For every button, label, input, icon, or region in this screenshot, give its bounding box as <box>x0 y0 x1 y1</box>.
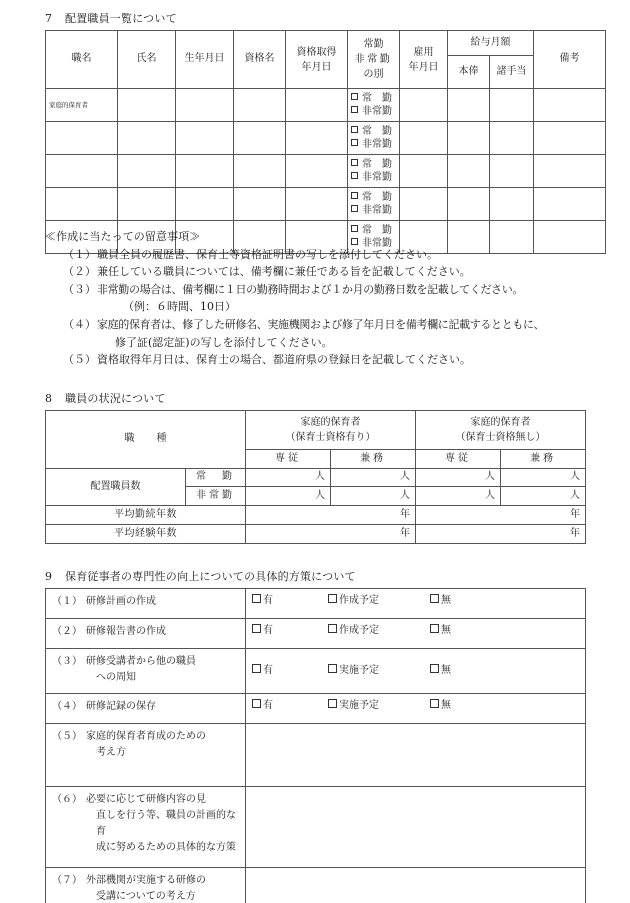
question-text: 研修計画の作成 <box>86 596 156 607</box>
cell-job-title[interactable]: 家庭的保育者 <box>46 89 118 122</box>
header-qualification-date <box>286 31 348 89</box>
checkbox-icon[interactable] <box>252 664 261 673</box>
checkbox-icon[interactable] <box>252 594 261 603</box>
section-8-heading <box>45 392 166 406</box>
header-employment-type-line3: の別 <box>363 69 384 80</box>
note-item <box>45 316 595 351</box>
question-cell <box>46 619 246 649</box>
option-yes[interactable] <box>252 594 328 608</box>
cell-count[interactable]: 人 <box>416 469 501 487</box>
cell-salary-base[interactable] <box>448 122 490 155</box>
note-item <box>45 246 595 264</box>
question-text-line2: 直しを行う等、職員の計画的な育 <box>96 810 236 837</box>
note-item <box>45 263 595 281</box>
employment-parttime-option[interactable] <box>351 204 399 217</box>
option-planned[interactable] <box>328 594 430 608</box>
cell-birth-date[interactable] <box>176 155 234 188</box>
cell-salary-base[interactable] <box>448 155 490 188</box>
header-qualification-date-line1: 資格取得 <box>296 46 337 58</box>
header-hire-date-line2: 年月日 <box>408 61 439 73</box>
cell-job-title[interactable] <box>46 188 118 221</box>
notes-title: ≪作成に当たっての留意事項≫ <box>45 230 201 243</box>
staff-status-table <box>45 410 586 544</box>
cell-employment-type[interactable] <box>348 155 400 188</box>
option-planned[interactable] <box>328 699 430 713</box>
section-9-heading <box>45 570 356 584</box>
header-category-without-qualification <box>416 411 586 450</box>
cell-birth-date[interactable] <box>176 188 234 221</box>
note-text: 職員全員の履歴書、保育士等資格証明書の写しを添付してください。 <box>97 247 438 261</box>
question-cell <box>46 694 246 724</box>
option-label: 作成予定 <box>339 625 379 636</box>
subheader-exclusive-1: 専従 <box>246 450 331 469</box>
header-qualification-name: 資格名 <box>234 31 286 89</box>
cell-qualification-name[interactable] <box>234 122 286 155</box>
section-9-title: 保育従事者の専門性の向上についての具体的方策について <box>65 570 356 583</box>
employment-fulltime-label: 常 勤 <box>362 159 392 170</box>
employment-fulltime-label: 常 勤 <box>362 192 392 203</box>
checkbox-icon[interactable] <box>430 594 439 603</box>
cell-count[interactable]: 人 <box>331 469 416 487</box>
cell-count[interactable]: 人 <box>501 469 586 487</box>
option-planned[interactable] <box>328 624 430 638</box>
cell-birth-date[interactable] <box>176 122 234 155</box>
cell-qualification-name[interactable] <box>234 155 286 188</box>
header-employment-type-line2: 非常勤 <box>354 54 393 65</box>
cell-count[interactable]: 人 <box>416 487 501 506</box>
note-label: （２） <box>63 265 96 279</box>
cell-employment-type[interactable] <box>348 188 400 221</box>
row-label-staff-count: 配置職員数 <box>46 469 186 506</box>
question-text: 必要に応じて研修内容の見 <box>86 794 206 805</box>
option-label: 無 <box>441 625 451 636</box>
checkbox-icon[interactable] <box>328 624 337 633</box>
table-header-row <box>46 411 586 450</box>
checkbox-icon[interactable] <box>328 664 337 673</box>
table-row <box>46 155 606 188</box>
category-line1: 家庭的保育者 <box>470 417 531 428</box>
question-text: 研修記録の保存 <box>86 701 156 712</box>
options-cell[interactable] <box>246 649 586 694</box>
checkbox-icon[interactable] <box>351 139 358 146</box>
answer-cell[interactable] <box>246 787 586 868</box>
employment-parttime-label: 非常勤 <box>362 139 392 150</box>
subheader-concurrent-1: 兼務 <box>331 450 416 469</box>
checkbox-icon[interactable] <box>430 664 439 673</box>
checkbox-icon[interactable] <box>328 594 337 603</box>
checkbox-icon[interactable] <box>351 93 358 100</box>
checkbox-icon[interactable] <box>351 159 358 166</box>
cell-qualification-name[interactable] <box>234 89 286 122</box>
row-label-average-experience: 平均経験年数 <box>46 525 246 544</box>
header-birth-date: 生年月日 <box>176 31 234 89</box>
employment-parttime-label: 非常勤 <box>362 205 392 216</box>
cell-years[interactable]: 年 <box>246 506 416 525</box>
cell-employment-type[interactable] <box>348 122 400 155</box>
cell-remarks[interactable] <box>534 155 606 188</box>
answer-cell[interactable] <box>246 724 586 787</box>
cell-name[interactable] <box>118 89 176 122</box>
checkbox-icon[interactable] <box>351 192 358 199</box>
option-no[interactable] <box>430 594 451 608</box>
option-label: 有 <box>263 625 273 636</box>
header-name: 氏名 <box>118 31 176 89</box>
professional-development-table <box>45 588 586 903</box>
header-job-title: 職名 <box>46 31 118 89</box>
note-example: （例：６時間、10日） <box>123 300 236 314</box>
cell-years[interactable]: 年 <box>416 525 586 544</box>
subheader-exclusive-2: 専従 <box>416 450 501 469</box>
cell-employment-type[interactable] <box>348 89 400 122</box>
header-category-with-qualification <box>246 411 416 450</box>
question-label: （３） <box>52 656 82 667</box>
checkbox-icon[interactable] <box>430 699 439 708</box>
table-row-avg-tenure <box>46 506 586 525</box>
question-cell <box>46 724 246 787</box>
employment-parttime-label: 非常勤 <box>362 172 392 183</box>
subrow-label-fulltime: 常 勤 <box>186 469 246 487</box>
checkbox-icon[interactable] <box>328 699 337 708</box>
option-yes[interactable] <box>252 699 328 713</box>
header-employment-type <box>348 31 400 89</box>
notes-block <box>45 228 595 369</box>
cell-remarks[interactable] <box>534 122 606 155</box>
option-planned[interactable] <box>328 664 430 678</box>
staff-roster-table <box>45 30 606 254</box>
table-row <box>46 694 586 724</box>
question-text-line2: 受講についての考え方 <box>96 891 196 902</box>
table-row <box>46 122 606 155</box>
cell-salary-base[interactable] <box>448 188 490 221</box>
header-salary-base: 本俸 <box>448 56 490 89</box>
question-text-line2: 考え方 <box>96 747 126 758</box>
cell-count[interactable]: 人 <box>246 487 331 506</box>
checkbox-icon[interactable] <box>430 624 439 633</box>
answer-cell[interactable] <box>246 868 586 903</box>
question-label: （２） <box>52 626 82 637</box>
checkbox-icon[interactable] <box>351 205 358 212</box>
header-monthly-salary: 給与月額 <box>448 31 534 56</box>
employment-fulltime-option[interactable] <box>351 158 399 171</box>
section-7-heading <box>45 12 177 26</box>
question-text-line3: 成に努めるための具体的な方策 <box>96 842 236 853</box>
employment-fulltime-label: 常 勤 <box>362 225 392 236</box>
note-label: （４） <box>63 317 96 331</box>
header-qualification-date-line2: 年月日 <box>301 61 332 73</box>
header-hire-date-line1: 雇用 <box>413 46 434 58</box>
cell-salary-allowance[interactable] <box>490 122 534 155</box>
employment-parttime-label: 非常勤 <box>362 238 392 249</box>
option-label: 有 <box>263 665 273 677</box>
cell-count[interactable]: 人 <box>501 487 586 506</box>
checkbox-icon[interactable] <box>252 624 261 633</box>
options-cell[interactable] <box>246 694 586 724</box>
cell-hire-date[interactable] <box>400 155 448 188</box>
cell-qualification-name[interactable] <box>234 188 286 221</box>
cell-remarks[interactable] <box>534 89 606 122</box>
table-row <box>46 619 586 649</box>
category-line2: （保育士資格有り） <box>285 432 376 443</box>
cell-job-title[interactable] <box>46 122 118 155</box>
question-label: （５） <box>52 731 82 742</box>
option-no[interactable] <box>430 699 451 713</box>
question-cell <box>46 649 246 694</box>
checkbox-icon[interactable] <box>351 172 358 179</box>
note-text: 資格取得年月日は、保育士の場合、都道府県の登録日を記載してください。 <box>97 353 471 367</box>
note-continuation: 修了証(認定証)の写しを添付してください。 <box>115 335 333 349</box>
table-row <box>46 188 606 221</box>
table-row <box>46 89 606 122</box>
option-label: 作成予定 <box>339 595 379 606</box>
cell-qualification-date[interactable] <box>286 155 348 188</box>
option-label: 無 <box>441 700 451 711</box>
header-remarks: 備考 <box>534 31 606 89</box>
option-label: 実施予定 <box>339 665 379 677</box>
employment-parttime-option[interactable] <box>351 171 399 184</box>
option-label: 無 <box>441 595 451 606</box>
cell-birth-date[interactable] <box>176 89 234 122</box>
cell-name[interactable] <box>118 155 176 188</box>
options-cell[interactable] <box>246 619 586 649</box>
question-text: 外部機関が実施する研修の <box>86 875 206 886</box>
employment-fulltime-label: 常 勤 <box>362 126 392 137</box>
employment-parttime-option[interactable] <box>351 138 399 151</box>
cell-remarks[interactable] <box>534 188 606 221</box>
question-label: （１） <box>52 596 82 607</box>
section-7-number: 7 <box>45 12 53 25</box>
checkbox-icon[interactable] <box>252 699 261 708</box>
question-text-line2: への周知 <box>96 672 136 683</box>
section-8-number: 8 <box>45 392 53 405</box>
subrow-label-parttime: 非常勤 <box>186 487 246 506</box>
question-label: （７） <box>52 875 82 886</box>
cell-qualification-date[interactable] <box>286 89 348 122</box>
cell-hire-date[interactable] <box>400 89 448 122</box>
header-job-type: 職 種 <box>46 411 246 469</box>
cell-name[interactable] <box>118 188 176 221</box>
cell-qualification-date[interactable] <box>286 122 348 155</box>
question-cell <box>46 787 246 868</box>
note-label: （５） <box>63 353 96 367</box>
header-hire-date <box>400 31 448 89</box>
option-no[interactable] <box>430 664 451 678</box>
employment-fulltime-option[interactable] <box>351 92 399 105</box>
table-row <box>46 868 586 903</box>
option-label: 無 <box>441 665 451 677</box>
employment-fulltime-option[interactable] <box>351 191 399 204</box>
option-label: 有 <box>263 700 273 711</box>
subheader-concurrent-2: 兼務 <box>501 450 586 469</box>
row-label-average-tenure: 平均勤続年数 <box>46 506 246 525</box>
employment-fulltime-option[interactable] <box>351 125 399 138</box>
header-salary-allowance: 諸手当 <box>490 56 534 89</box>
cell-name[interactable] <box>118 122 176 155</box>
checkbox-icon[interactable] <box>351 106 358 113</box>
table-row <box>46 649 586 694</box>
section-9-number: 9 <box>45 570 53 583</box>
cell-hire-date[interactable] <box>400 188 448 221</box>
table-row <box>46 787 586 868</box>
cell-years[interactable]: 年 <box>416 506 586 525</box>
option-yes[interactable] <box>252 624 328 638</box>
table-header-row <box>46 31 606 56</box>
cell-salary-allowance[interactable] <box>490 188 534 221</box>
cell-salary-allowance[interactable] <box>490 89 534 122</box>
category-line1: 家庭的保育者 <box>300 417 361 428</box>
option-yes[interactable] <box>252 664 328 678</box>
checkbox-icon[interactable] <box>351 126 358 133</box>
note-text: 兼任している職員については、備考欄に兼任である旨を記載してください。 <box>97 265 471 279</box>
question-text: 家庭的保育者育成のための <box>86 731 206 742</box>
question-cell <box>46 589 246 619</box>
employment-parttime-label: 非常勤 <box>362 106 392 117</box>
cell-salary-allowance[interactable] <box>490 155 534 188</box>
note-label: （３） <box>63 282 96 296</box>
question-label: （４） <box>52 701 82 712</box>
section-7-title: 配置職員一覧について <box>65 12 177 25</box>
question-text: 研修報告書の作成 <box>86 626 166 637</box>
employment-parttime-option[interactable] <box>351 105 399 118</box>
section-8-title: 職員の状況について <box>65 392 166 405</box>
question-text: 研修受講者から他の職員 <box>86 656 196 667</box>
cell-qualification-date[interactable] <box>286 188 348 221</box>
cell-years[interactable]: 年 <box>246 525 416 544</box>
option-no[interactable] <box>430 624 451 638</box>
option-label: 実施予定 <box>339 700 379 711</box>
note-text: 非常勤の場合は、備考欄に１日の勤務時間および１か月の勤務日数を記載してください。 <box>97 282 523 296</box>
table-row-avg-experience <box>46 525 586 544</box>
cell-job-title[interactable] <box>46 155 118 188</box>
cell-hire-date[interactable] <box>400 122 448 155</box>
note-item <box>45 351 595 369</box>
table-row-fulltime <box>46 469 586 487</box>
note-label: （１） <box>63 247 96 261</box>
table-row <box>46 589 586 619</box>
question-cell <box>46 868 246 903</box>
cell-count[interactable]: 人 <box>246 469 331 487</box>
employment-fulltime-label: 常 勤 <box>362 93 392 104</box>
option-label: 有 <box>263 595 273 606</box>
category-line2: （保育士資格無し） <box>455 432 546 443</box>
options-cell[interactable] <box>246 589 586 619</box>
cell-count[interactable]: 人 <box>331 487 416 506</box>
header-employment-type-line1: 常勤 <box>363 39 384 50</box>
question-label: （６） <box>52 794 82 805</box>
cell-salary-base[interactable] <box>448 89 490 122</box>
table-row <box>46 724 586 787</box>
note-text: 家庭的保育者は、修了した研修名、実施機関および修了年月日を備考欄に記載するとともに、 <box>97 317 545 331</box>
note-item <box>45 281 595 316</box>
